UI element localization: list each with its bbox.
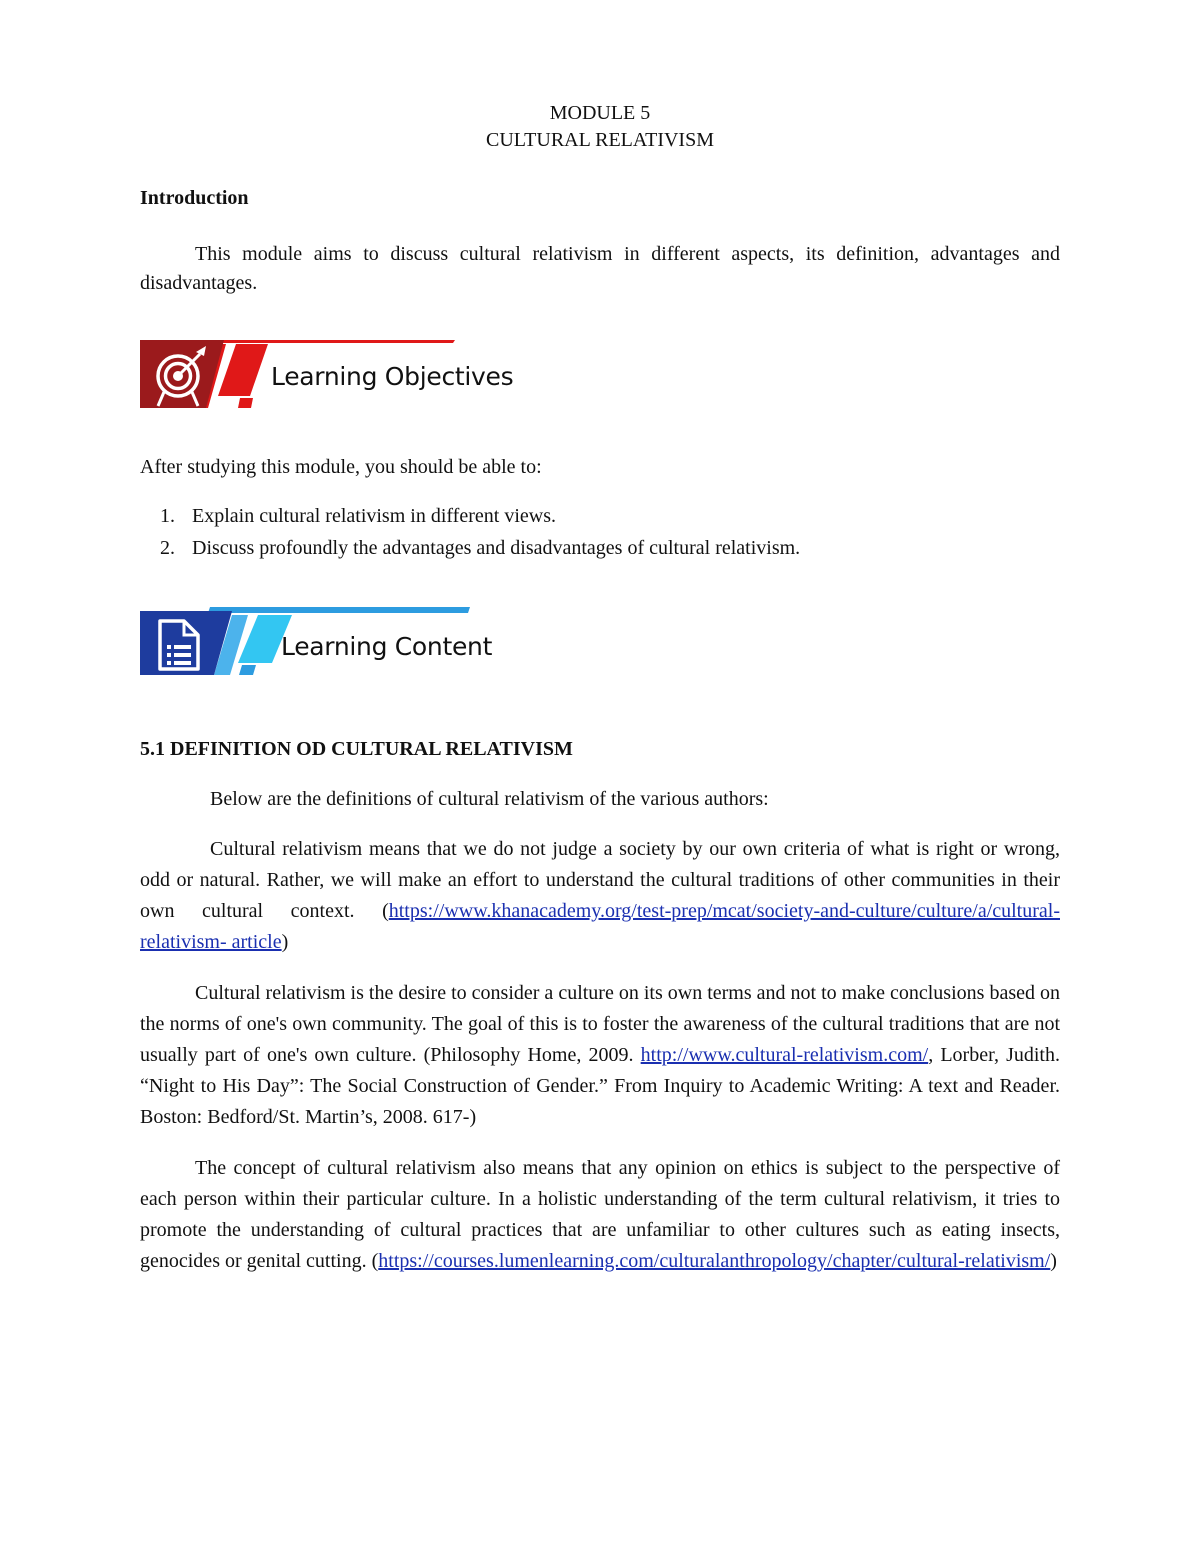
- learning-content-label: Learning Content: [281, 632, 493, 661]
- objectives-list: [140, 500, 1060, 564]
- paragraph-text-end: , Lorber, Judith. “Night to His Day”: The Social Construction of Gender.” From Inquiry to Academic Writing: A text and Reader. Boston: Bedford/St. Martin’s, 2008. 617-): [140, 1044, 1060, 1128]
- khanacademy-link[interactable]: https://www.khanacademy.org/test-prep/mcat/society-and-culture/culture/a/cultural-relativism- article: [140, 900, 1060, 953]
- definition-paragraph-1: [140, 834, 1060, 958]
- section-heading: 5.1 DEFINITION OD CULTURAL RELATIVISM: [140, 738, 573, 760]
- document-page: [140, 100, 1060, 1277]
- cultural-relativism-link[interactable]: http://www.cultural-relativism.com/: [640, 1044, 929, 1066]
- paragraph-text: Cultural relativism means that we do not judge a society by our own criteria of what is right or wrong, odd or natural. Rather, we will make an effort to understand the cultural traditions of other communities in their own cultural context. (: [140, 838, 1060, 922]
- introduction-text: This module aims to discuss cultural relativism in different aspects, its definition, advantages and disadvantages.: [140, 243, 1060, 294]
- list-item: 2. Discuss profoundly the advantages and disadvantages of cultural relativism.: [180, 532, 1060, 564]
- module-title: CULTURAL RELATIVISM: [486, 129, 714, 151]
- module-number: MODULE 5: [549, 102, 651, 124]
- introduction-heading: Introduction: [140, 187, 249, 209]
- learning-objectives-banner: [140, 340, 600, 412]
- target-icon: [140, 340, 224, 408]
- objectives-intro: After studying this module, you should be able to:: [140, 456, 542, 478]
- definition-paragraph-2: [140, 978, 1060, 1133]
- paragraph-text: Cultural relativism is the desire to consider a culture on its own terms and not to make conclusions based on the norms of one's own community. The goal of this is to foster the awareness of the cultural traditions that are not usually part of one's own culture. (Philosophy Home, 2009.: [140, 982, 1060, 1066]
- list-item: 1. Explain cultural relativism in different views.: [180, 500, 1060, 532]
- section-intro: Below are the definitions of cultural relativism of the various authors:: [210, 788, 769, 810]
- learning-content-banner: [140, 607, 600, 679]
- paragraph-text: The concept of cultural relativism also means that any opinion on ethics is subject to the perspective of each person within their particular culture. In a holistic understanding of the term cultural relativism, it tries to promote the understanding of cultural practices that are unfamiliar to other cultures such as eating insects, genocides or genital cutting. (: [140, 1157, 1060, 1272]
- lumenlearning-link[interactable]: https://courses.lumenlearning.com/culturalanthropology/chapter/cultural-relativism/: [378, 1250, 1051, 1272]
- learning-objectives-label: Learning Objectives: [271, 362, 514, 391]
- definition-paragraph-3: [140, 1153, 1060, 1277]
- paragraph-text-end: ): [1050, 1250, 1057, 1272]
- paragraph-text-end: ): [281, 931, 289, 953]
